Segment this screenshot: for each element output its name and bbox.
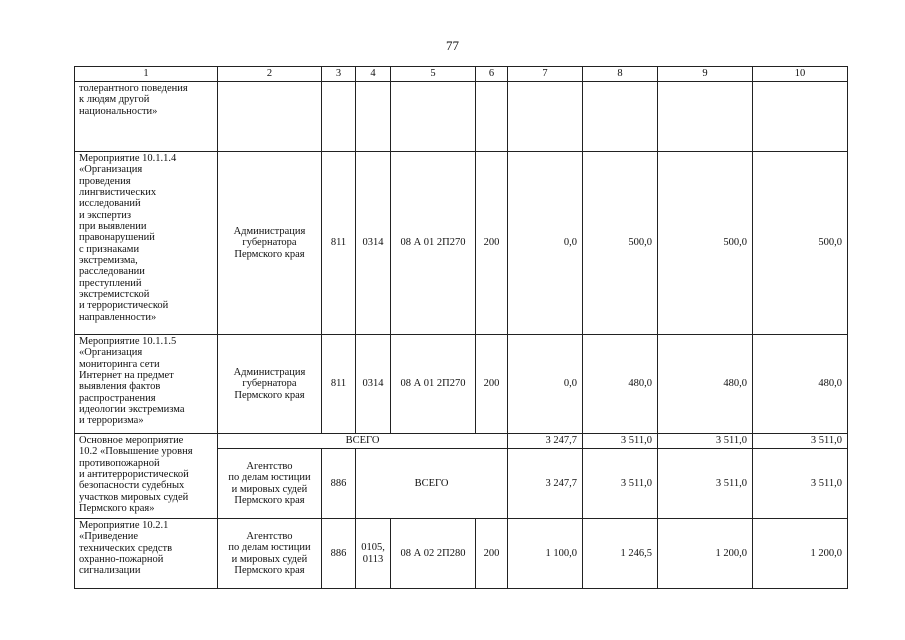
value-col-8: 3 511,0 <box>583 449 658 519</box>
header-col-1: 1 <box>75 67 218 82</box>
budget-table <box>74 66 848 589</box>
row-description: Мероприятие 10.1.1.4 «Организация проведения лингвистических исследований и экспертиз при выявлении правонарушений с признаками экстремизма, расследовании преступлений экстремистской и террористической направленности» <box>75 152 218 335</box>
table-row-10115 <box>75 335 848 434</box>
code-cell: 811 <box>322 152 356 335</box>
code-cell: 886 <box>322 519 356 589</box>
expense-type-cell: 200 <box>476 519 508 589</box>
value-col-10: 1 200,0 <box>753 519 848 589</box>
value-col-7: 1 100,0 <box>508 519 583 589</box>
table-row-continuation <box>75 82 848 152</box>
value-col-9: 480,0 <box>658 335 753 434</box>
header-col-5: 5 <box>391 67 476 82</box>
section-cell: 0105, 0113 <box>356 519 391 589</box>
value-col-9: 500,0 <box>658 152 753 335</box>
agency-cell: Администрация губернатора Пермского края <box>218 335 322 434</box>
value-col-8: 500,0 <box>583 152 658 335</box>
value-col-9: 3 511,0 <box>658 449 753 519</box>
agency-cell: Агентство по делам юстиции и мировых судей Пермского края <box>218 519 322 589</box>
row-description: толерантного поведения к людям другой национальности» <box>75 82 218 152</box>
target-code-cell: 08 А 02 2П280 <box>391 519 476 589</box>
table-row-10114 <box>75 152 848 335</box>
header-col-7: 7 <box>508 67 583 82</box>
page-number: 77 <box>446 38 459 53</box>
agency-cell: Администрация губернатора Пермского края <box>218 152 322 335</box>
target-code-cell: 08 А 01 2П270 <box>391 335 476 434</box>
row-description: Мероприятие 10.2.1 «Приведение технических средств охранно-пожарной сигнализации <box>75 519 218 589</box>
table-row-102-total <box>75 434 848 449</box>
header-row <box>75 67 848 82</box>
value-col-9: 1 200,0 <box>658 519 753 589</box>
header-col-8: 8 <box>583 67 658 82</box>
value-col-7: 0,0 <box>508 152 583 335</box>
total-label: ВСЕГО <box>356 449 508 519</box>
header-col-6: 6 <box>476 67 508 82</box>
value-col-7: 0,0 <box>508 335 583 434</box>
row-description: Мероприятие 10.1.1.5 «Организация мониторинга сети Интернет на предмет выявления фактов распространения идеологии экстремизма и терроризма» <box>75 335 218 434</box>
header-col-2: 2 <box>218 67 322 82</box>
code-cell: 811 <box>322 335 356 434</box>
section-cell: 0314 <box>356 152 391 335</box>
section-cell: 0314 <box>356 335 391 434</box>
value-col-8: 3 511,0 <box>583 434 658 449</box>
header-col-3: 3 <box>322 67 356 82</box>
code-cell: 886 <box>322 449 356 519</box>
value-col-10: 3 511,0 <box>753 449 848 519</box>
value-col-10: 480,0 <box>753 335 848 434</box>
expense-type-cell: 200 <box>476 152 508 335</box>
value-col-8: 1 246,5 <box>583 519 658 589</box>
header-col-10: 10 <box>753 67 848 82</box>
table-row-1021 <box>75 519 848 589</box>
value-col-7: 3 247,7 <box>508 434 583 449</box>
value-col-10: 500,0 <box>753 152 848 335</box>
agency-cell: Агентство по делам юстиции и мировых судей Пермского края <box>218 449 322 519</box>
target-code-cell: 08 А 01 2П270 <box>391 152 476 335</box>
value-col-7: 3 247,7 <box>508 449 583 519</box>
value-col-9: 3 511,0 <box>658 434 753 449</box>
row-description: Основное мероприятие 10.2 «Повышение уровня противопожарной и антитеррористической безопасности судебных участков мировых судей Пермского края» <box>75 434 218 519</box>
header-col-9: 9 <box>658 67 753 82</box>
value-col-10: 3 511,0 <box>753 434 848 449</box>
total-label: ВСЕГО <box>218 434 508 449</box>
expense-type-cell: 200 <box>476 335 508 434</box>
header-col-4: 4 <box>356 67 391 82</box>
value-col-8: 480,0 <box>583 335 658 434</box>
